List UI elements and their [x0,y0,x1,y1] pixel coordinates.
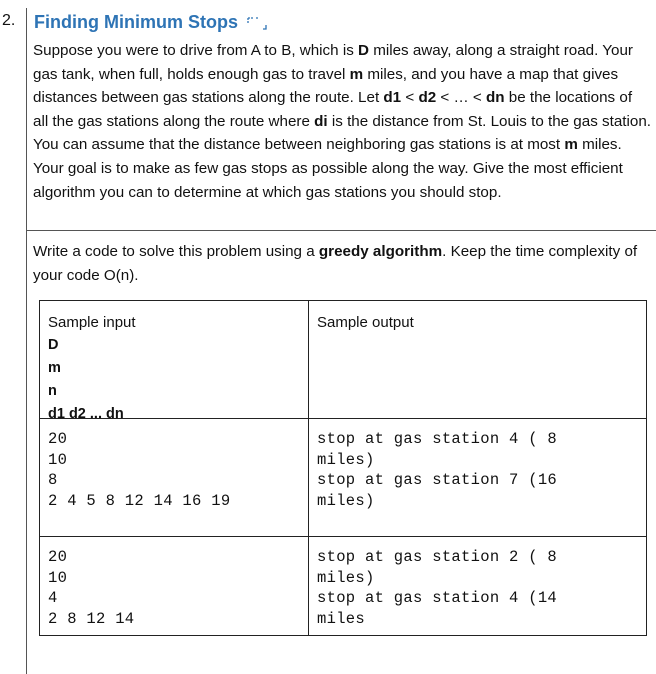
table-header-row [40,301,647,419]
sample-output-cell [309,537,647,636]
sample-io-table [39,300,647,636]
question-number: 2. [2,12,16,29]
sample-output: stop at gas station 4 ( 8 miles) stop at gas station 7 (16 miles) [317,430,558,510]
output-header: Sample output [317,314,414,331]
task-instruction: Write a code to solve this problem using a greedy algorithm. Keep the time complexity of your code O(n). [33,243,638,284]
sample-output: stop at gas station 2 ( 8 miles) stop at gas station 4 (14 miles [317,548,558,628]
input-field-label: m [48,360,61,376]
problem-title-text: Finding Minimum Stops [34,12,238,32]
problem-title [34,12,269,33]
sample-input-cell [40,419,309,537]
input-header-cell [40,301,309,422]
table-row [40,537,647,636]
sample-input: 20 10 4 2 8 12 14 [48,548,135,628]
problem-description: Suppose you were to drive from A to B, which is D miles away, along a straight road. Your gas tank, when full, holds enough gas to travel m miles, and you have a map that gives distances between gas stations along the route. Let d1 < d2 < … < dn be the locations of all the gas stations along the route where di is the distance from St. Louis to the gas station. You can assume that the distance between neighboring gas stations is at most m miles. Your goal is to make as few gas stops as possible along the way. Give the most efficient algorithm you can to determine at which gas stations you should stop. [33,42,651,201]
input-field-label: D [48,337,59,353]
output-header-cell [309,301,647,419]
sample-input-cell [40,537,309,636]
sample-output-cell [309,419,647,537]
left-margin-rule [26,8,27,674]
input-field-label: n [48,383,57,399]
section-divider [26,230,656,231]
sample-input: 20 10 8 2 4 5 8 12 14 16 19 [48,430,231,510]
input-header: Sample input [48,314,136,331]
table-row [40,419,647,537]
input-field-label: d1 d2 ... dn [48,406,124,422]
image-placeholder-icon [247,16,269,30]
